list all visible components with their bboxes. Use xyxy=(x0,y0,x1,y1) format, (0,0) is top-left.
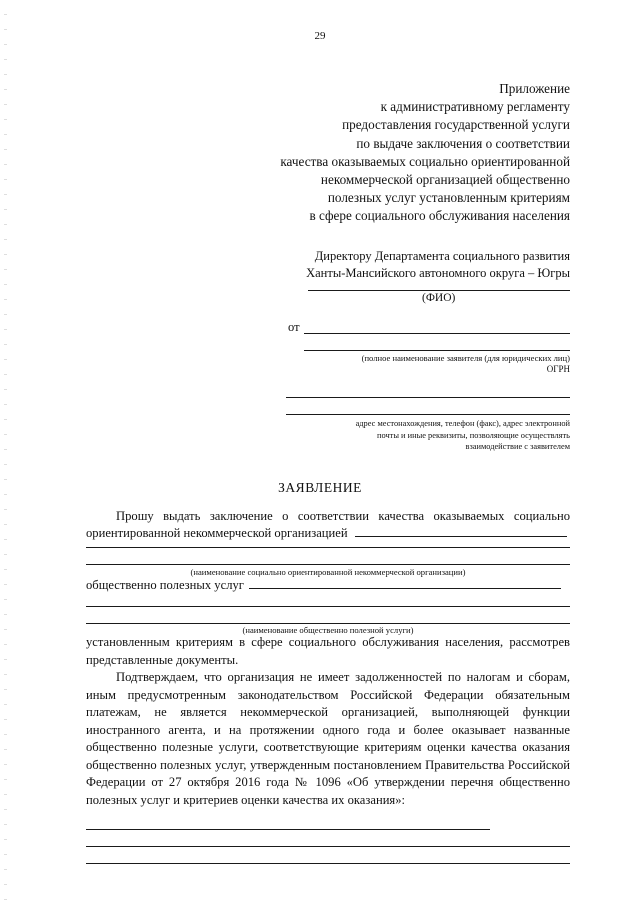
page-number: 29 xyxy=(314,30,326,42)
org-name-inline-line[interactable] xyxy=(355,525,567,537)
ogrn-label: ОГРН xyxy=(546,364,570,374)
request-line-2-row xyxy=(86,525,570,543)
address-field-line[interactable] xyxy=(286,397,570,398)
request-line-2: ориентированной некоммерческой организацией xyxy=(86,526,348,540)
services-row xyxy=(86,577,570,595)
service-field-line-2[interactable] xyxy=(86,623,570,624)
request-line-1: Прошу выдать заключение о соответствии качества оказываемых социально xyxy=(116,509,570,523)
appendix-line: некоммерческой организацией общественно xyxy=(320,172,570,188)
appendix-line: в сфере социального обслуживания населения xyxy=(309,208,570,224)
address-caption xyxy=(270,418,570,453)
from-label: от xyxy=(288,320,300,334)
applicant-field-line-2[interactable] xyxy=(304,350,570,351)
trailing-field-line-1[interactable] xyxy=(86,829,490,830)
fio-caption: (ФИО) xyxy=(422,292,456,304)
org-name-field-line[interactable] xyxy=(86,547,570,548)
appendix-line: полезных услуг установленным критериям xyxy=(327,190,570,206)
service-inline-line[interactable] xyxy=(249,577,561,589)
appendix-line: Приложение xyxy=(499,81,570,96)
fio-field-line[interactable] xyxy=(308,290,570,291)
appendix-line: к административному регламенту xyxy=(380,99,570,115)
services-label: общественно полезных услуг xyxy=(86,578,244,592)
org-name-field-line-2[interactable] xyxy=(86,564,570,565)
criteria-paragraph: установленным критериям в сфере социального обслуживания населения, рассмотрев представленные документы. xyxy=(86,635,570,667)
appendix-line: качества оказываемых социально ориентированной xyxy=(280,153,570,169)
trailing-field-line-2[interactable] xyxy=(86,846,570,847)
service-field-line[interactable] xyxy=(86,606,570,607)
addressee-line: Ханты-Мансийского автономного округа – Югры xyxy=(306,265,570,280)
confirm-paragraph: Подтверждаем, что организация не имеет задолженностей по налогам и сборам, иным предусмотренным законодательством Российской Федерации обязательным платежам, не является некоммерческой организацией, выполняющей функции иностранного агента, и на протяжении одного года и более оказывает названные общественно полезные услуги, соответствующие критериям оценки качества оказания общественно полезных услуг, утвержденным постановлением Правительства Российской Федерации от 27 октября 2016 года № 1096 «Об утверждении перечня общественно полезных услуг и критериев оценки качества их оказания»: xyxy=(86,670,570,807)
addressee-block xyxy=(240,248,570,281)
document-title: ЗАЯВЛЕНИЕ xyxy=(278,480,362,495)
appendix-line: по выдаче заключения о соответствии xyxy=(356,135,570,151)
org-caption: (наименование социально ориентированной некоммерческой организации) xyxy=(190,567,466,577)
trailing-field-line-3[interactable] xyxy=(86,863,570,864)
address-field-line-2[interactable] xyxy=(286,414,570,415)
appendix-header xyxy=(210,80,570,226)
addressee-line: Директору Департамента социального развития xyxy=(314,249,570,263)
address-caption-line: почты и иные реквизиты, позволяющие осуществлять xyxy=(377,430,570,440)
scan-edge-artifact xyxy=(4,0,7,905)
applicant-caption: (полное наименование заявителя (для юридических лиц) xyxy=(361,353,570,363)
address-caption-line: адрес местонахождения, телефон (факс), адрес электронной xyxy=(355,419,570,428)
appendix-line: предоставления государственной услуги xyxy=(342,117,570,133)
service-caption: (наименование общественно полезной услуги) xyxy=(242,625,414,635)
applicant-field-line[interactable] xyxy=(304,333,570,334)
address-caption-line: взаимодействие с заявителем xyxy=(465,442,570,451)
